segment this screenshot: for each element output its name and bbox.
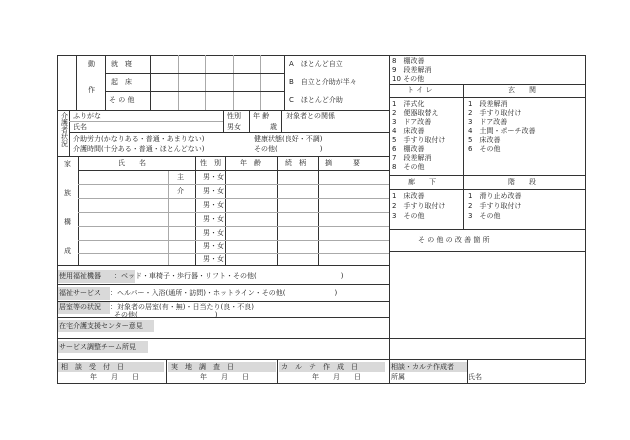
footer-consult-date-value: 年 月 日 [90, 373, 139, 381]
caregiver-name-label: 氏名 [73, 123, 87, 131]
footer-chart-date-title: カ ル テ 作 成 日 [281, 363, 358, 371]
family-header-relation: 続 柄 [285, 159, 306, 167]
family-sex-cell: 男・女 [203, 242, 224, 250]
entrance-item: 3 ドア改善 [468, 118, 508, 126]
footer-affiliation-label: 所属 [391, 373, 405, 381]
toilet-item: 1 洋式化 [392, 100, 425, 108]
entrance-item: 6 その他 [468, 145, 501, 153]
family-sex-cell: 男・女 [203, 229, 224, 237]
corridor-item: 3 その他 [392, 212, 425, 220]
family-sex-cell: 男・女 [203, 187, 224, 195]
caregiver-age-unit: 歳 [270, 123, 277, 131]
family-header-notes: 摘 要 [325, 159, 360, 167]
toilet-item: 4 床改善 [392, 127, 425, 135]
toilet-item: 2 便器取替え [392, 109, 439, 117]
family-mark-main: 主 [177, 173, 184, 181]
family-header-sex: 性 別 [200, 159, 221, 167]
entrance-item: 2 手すり取付け [468, 109, 522, 117]
toilet-item: 7 段差解消 [392, 154, 432, 162]
family-header-age: 年 齢 [240, 159, 261, 167]
stairs-item: 3 その他 [468, 212, 501, 220]
caregiver-furigana-label: ふりがな [73, 112, 101, 120]
footer-name-label: 氏名 [468, 373, 482, 381]
entrance-item: 4 土間・ポーチ改善 [468, 127, 536, 135]
toilet-item: 5 手すり取付け [392, 136, 446, 144]
footer-survey-date-value: 年 月 日 [200, 373, 249, 381]
family-header-name: 氏 名 [118, 159, 146, 167]
toilet-item: 6 棚改善 [392, 145, 425, 153]
right-top-item: 8 棚改善 [392, 57, 425, 65]
stairs-item: 2 手すり取付け [468, 202, 522, 210]
caregiver-ability: 介助労力(かなりある・普通・あまりない) [73, 135, 205, 143]
right-top-item: 10 その他 [392, 75, 425, 83]
level-c: C ほとんど介助 [289, 96, 343, 104]
residence-line1: ：対象者の居室(有・無)・日当たり(良・不良) [110, 303, 254, 311]
entrance-item: 1 段差解消 [468, 100, 508, 108]
family-sex-cell: 男・女 [203, 173, 224, 181]
toilet-item: 8 その他 [392, 163, 425, 171]
caregiver-sex-label: 性別 [227, 112, 241, 120]
activity-group-char1: 動 [88, 60, 95, 68]
caregiver-relation-label: 対象者との関係 [286, 112, 335, 120]
level-a: A ほとんど自立 [289, 60, 343, 68]
caregiver-health: 健康状態(良好・不調) [254, 135, 323, 143]
family-sex-cell: 男・女 [203, 255, 224, 263]
activity-group-char2: 作 [88, 86, 95, 94]
right-top-item: 9 段差解消 [392, 66, 432, 74]
equipment-label: 使用福祉機器 [59, 272, 101, 280]
stairs-item: 1 滑り止め改善 [468, 192, 522, 200]
caregiver-other: その他( ) [254, 145, 323, 153]
activity-row-wake: 起 床 [111, 78, 132, 86]
residence-label: 居室等の状況 [59, 303, 101, 311]
activity-row-other: そ の 他 [109, 96, 135, 104]
corridor-item: 2 手すり取付け [392, 202, 446, 210]
other-improvements-header: そ の 他 の 改 善 箇 所 [418, 236, 490, 244]
caregiver-time: 介護時間(十分ある・普通・ほとんどない) [73, 145, 205, 153]
opinion-service-team: サービス調整チーム所見 [59, 343, 136, 351]
toilet-header: ト イ レ [407, 86, 433, 94]
family-sex-cell: 男・女 [203, 215, 224, 223]
services-label: 福祉サービス [59, 289, 101, 297]
family-mark-care: 介 [177, 187, 184, 195]
equipment-text: ：ベッド・車椅子・歩行器・リフト・その他( ) [114, 272, 344, 280]
caregiver-section-label: 介護者状況 [60, 112, 69, 147]
family-sex-cell: 男・女 [203, 201, 224, 209]
level-b: B 自立と介助が半々 [289, 78, 357, 86]
caregiver-age-label: 年 齢 [253, 112, 270, 120]
stairs-header: 階 段 [508, 178, 536, 186]
footer-chart-date-value: 年 月 日 [312, 373, 361, 381]
toilet-item: 3 ドア改善 [392, 118, 432, 126]
residence-line2: その他( ) [114, 311, 218, 319]
footer-survey-date-title: 実 地 調 査 日 [171, 363, 234, 371]
family-section-label: 家族構成 [63, 160, 72, 276]
footer-consult-date-title: 相 談 受 付 日 [61, 363, 124, 371]
entrance-header: 玄 関 [508, 86, 536, 94]
services-text: ：ヘルパー・入浴(通所・訪問)・ホットライン・その他( ) [110, 289, 338, 297]
opinion-support-center: 在宅介護支援センター意見 [59, 322, 143, 330]
entrance-item: 5 床改善 [468, 136, 501, 144]
corridor-header: 廊 下 [408, 178, 436, 186]
caregiver-sex-value: 男女 [227, 123, 241, 131]
activity-row-sleep: 就 寝 [111, 60, 132, 68]
corridor-item: 1 床改善 [392, 192, 425, 200]
footer-creator-title: 相談・カルテ作成者 [391, 363, 454, 371]
